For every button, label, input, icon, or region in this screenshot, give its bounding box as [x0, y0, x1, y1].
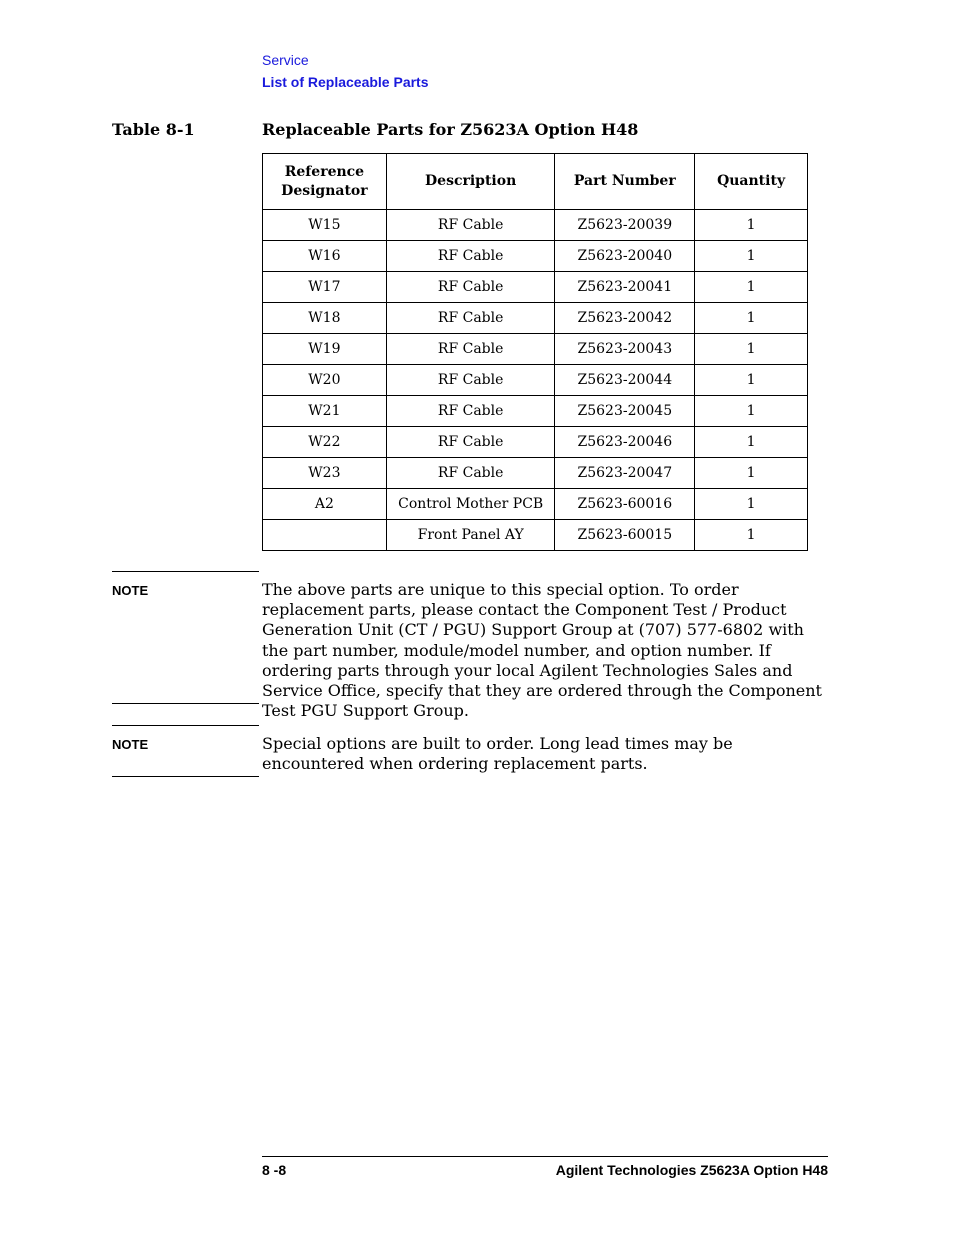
cell-description: RF Cable [386, 334, 555, 365]
table-row [263, 458, 808, 489]
cell-part-number: Z5623-20047 [555, 458, 695, 489]
cell-reference-designator: W23 [263, 458, 387, 489]
cell-reference-designator: W17 [263, 272, 387, 303]
note-text: Special options are built to order. Long lead times may be encountered when ordering replacement parts. [262, 734, 733, 774]
column-header-part-number: Part Number [555, 154, 695, 210]
cell-quantity: 1 [695, 396, 808, 427]
table-title: Replaceable Parts for Z5623A Option H48 [262, 120, 639, 139]
cell-quantity: 1 [695, 210, 808, 241]
table-row [263, 427, 808, 458]
cell-quantity: 1 [695, 520, 808, 551]
cell-part-number: Z5623-20046 [555, 427, 695, 458]
cell-quantity: 1 [695, 272, 808, 303]
cell-reference-designator: W15 [263, 210, 387, 241]
column-header-description: Description [386, 154, 555, 210]
table-row [263, 241, 808, 272]
header-subsection-link[interactable]: List of Replaceable Parts [262, 74, 429, 90]
table-row [263, 365, 808, 396]
cell-quantity: 1 [695, 303, 808, 334]
cell-description: Front Panel AY [386, 520, 555, 551]
footer-document-title: Agilent Technologies Z5623A Option H48 [555, 1162, 828, 1178]
cell-quantity: 1 [695, 365, 808, 396]
cell-description: RF Cable [386, 210, 555, 241]
cell-quantity: 1 [695, 489, 808, 520]
cell-quantity: 1 [695, 334, 808, 365]
cell-description: Control Mother PCB [386, 489, 555, 520]
cell-description: RF Cable [386, 241, 555, 272]
table-row [263, 396, 808, 427]
note-text: The above parts are unique to this special option. To order replacement parts, please contact the Component Test / Product Generation Unit (CT / PGU) Support Group at (707) 577-6802 with the part number, module/model number, and option number. If ordering parts through your local Agilent Technologies Sales and Service Office, specify that they are ordered through the Component Test PGU Support Group. [262, 580, 822, 721]
cell-reference-designator: W16 [263, 241, 387, 272]
cell-part-number: Z5623-20042 [555, 303, 695, 334]
table-row [263, 272, 808, 303]
cell-part-number: Z5623-20044 [555, 365, 695, 396]
footer-page-number: 8 -8 [262, 1162, 287, 1178]
cell-description: RF Cable [386, 272, 555, 303]
cell-reference-designator: W21 [263, 396, 387, 427]
table-row [263, 210, 808, 241]
footer-divider [262, 1156, 828, 1157]
parts-table [262, 153, 808, 551]
cell-reference-designator [263, 520, 387, 551]
cell-reference-designator: A2 [263, 489, 387, 520]
note-divider-top [112, 571, 259, 572]
cell-part-number: Z5623-20043 [555, 334, 695, 365]
note-divider-bottom [112, 776, 259, 777]
table-number: Table 8-1 [112, 120, 195, 139]
cell-description: RF Cable [386, 427, 555, 458]
table-row [263, 334, 808, 365]
note-label: NOTE [112, 737, 149, 752]
cell-description: RF Cable [386, 365, 555, 396]
cell-description: RF Cable [386, 458, 555, 489]
table-row [263, 489, 808, 520]
column-header-reference-designator: Reference Designator [263, 154, 387, 210]
cell-reference-designator: W18 [263, 303, 387, 334]
note-divider-bottom [112, 703, 259, 704]
header-section-link[interactable]: Service [262, 52, 309, 68]
cell-reference-designator: W22 [263, 427, 387, 458]
cell-description: RF Cable [386, 396, 555, 427]
cell-part-number: Z5623-20041 [555, 272, 695, 303]
table-header-row [263, 154, 808, 210]
cell-quantity: 1 [695, 458, 808, 489]
table-row [263, 520, 808, 551]
note-divider-top [112, 725, 259, 726]
cell-description: RF Cable [386, 303, 555, 334]
cell-reference-designator: W19 [263, 334, 387, 365]
cell-part-number: Z5623-20045 [555, 396, 695, 427]
cell-part-number: Z5623-60016 [555, 489, 695, 520]
column-header-quantity: Quantity [695, 154, 808, 210]
note-label: NOTE [112, 583, 149, 598]
table-row [263, 303, 808, 334]
cell-quantity: 1 [695, 241, 808, 272]
cell-part-number: Z5623-60015 [555, 520, 695, 551]
cell-reference-designator: W20 [263, 365, 387, 396]
cell-quantity: 1 [695, 427, 808, 458]
cell-part-number: Z5623-20039 [555, 210, 695, 241]
cell-part-number: Z5623-20040 [555, 241, 695, 272]
